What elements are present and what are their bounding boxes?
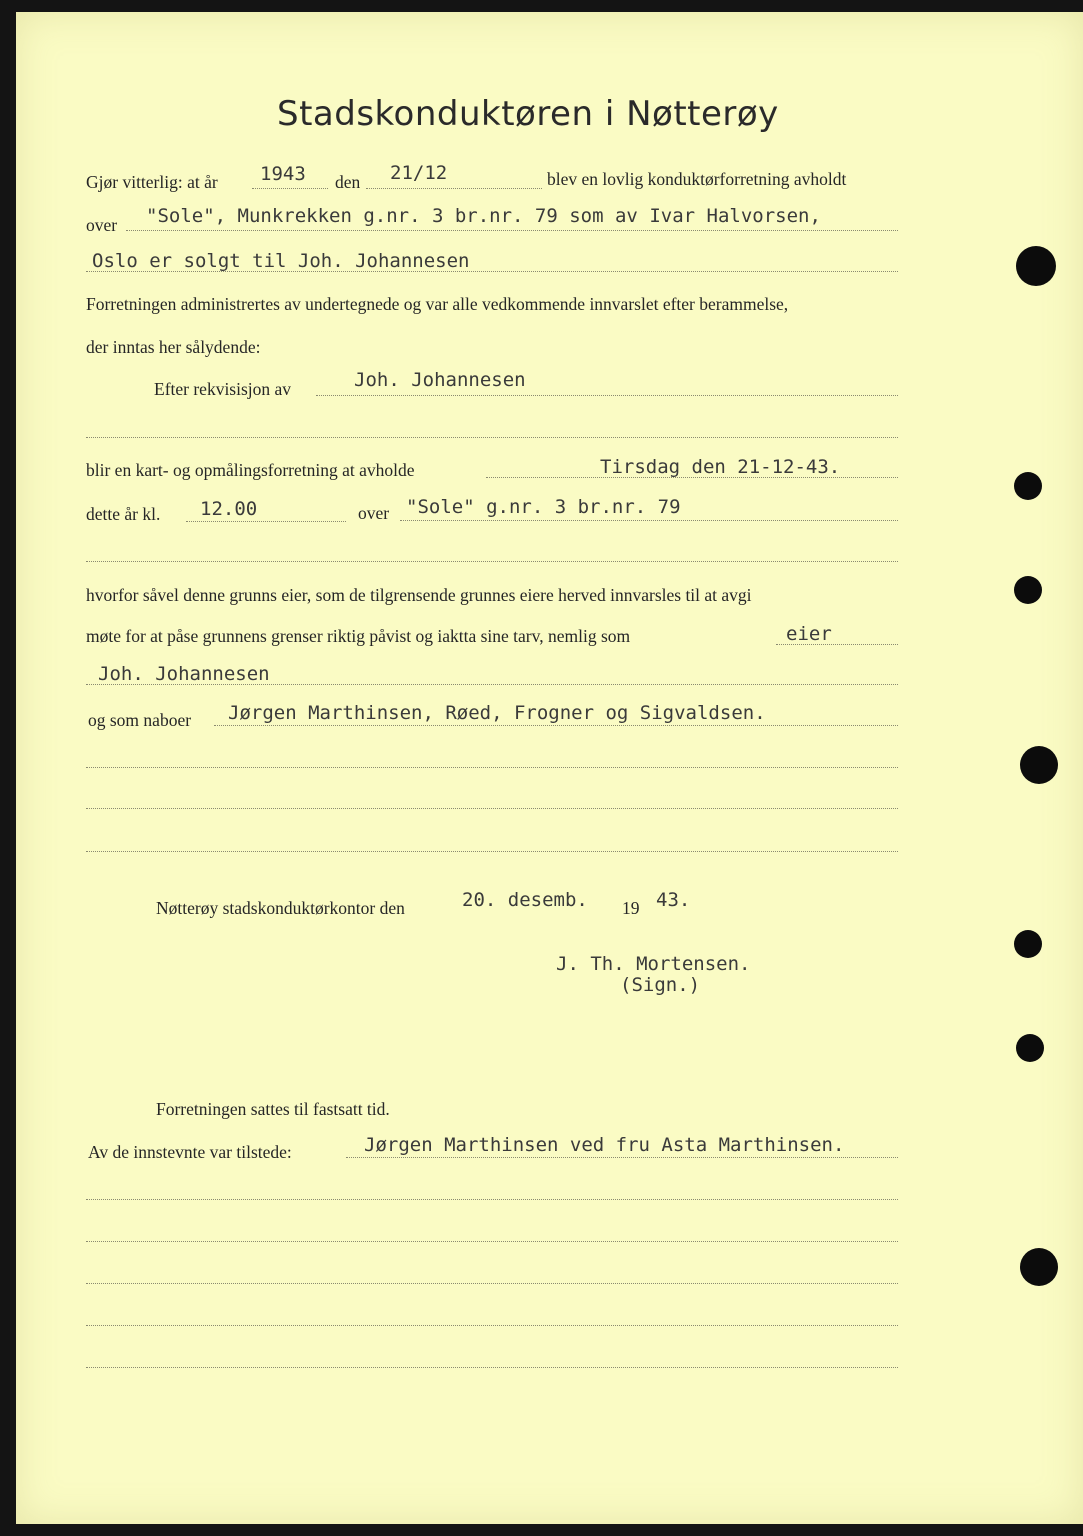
binder-hole [1014, 472, 1042, 500]
office-label: Nøtterøy stadskonduktørkontor den [156, 898, 405, 918]
para2-line2: møte for at påse grunnens grenser riktig påvist og iaktta sine tarv, nemlig som [86, 626, 631, 646]
date-value: 21/12 [390, 162, 448, 184]
line1-prefix: Gjør vitterlig: at år [86, 172, 218, 192]
blank-dotted-line-1 [86, 437, 898, 438]
signer-name: J. Th. Mortensen. [556, 953, 751, 975]
present-value: Jørgen Marthinsen ved fru Asta Marthinsen. [364, 1134, 845, 1156]
document-title: Stadskonduktøren i Nøtterøy [277, 94, 779, 134]
neighbors-dotted-line [214, 725, 898, 726]
blank-dotted-line-7 [86, 1241, 898, 1242]
para1-line1: Forretningen administrertes av undertegnede og var alle vedkommende innvarslet efter berammelse, [86, 294, 789, 314]
blank-dotted-line-8 [86, 1283, 898, 1284]
binder-hole [1016, 1034, 1044, 1062]
signoff-date-value: 20. desemb. [462, 889, 588, 911]
meeting-property-dotted-line [400, 520, 898, 521]
date-dotted-line [366, 188, 542, 189]
owner-name-dotted-line [86, 684, 898, 685]
blank-dotted-line-9 [86, 1325, 898, 1326]
binder-hole [1020, 746, 1058, 784]
time-value: 12.00 [200, 498, 258, 520]
meeting-day-value: Tirsdag den 21-12-43. [600, 456, 841, 478]
meeting-prefix: blir en kart- og opmålingsforretning at avholde [86, 460, 415, 480]
requisition-dotted-line [316, 395, 898, 396]
neighbors-label: og som naboer [88, 710, 192, 730]
line3-dotted-line [86, 271, 898, 272]
binder-hole [1014, 930, 1042, 958]
meeting-property-value: "Sole" g.nr. 3 br.nr. 79 [406, 496, 681, 518]
owner-role-value: eier [786, 623, 832, 645]
blank-dotted-line-5 [86, 851, 898, 852]
blank-dotted-line-6 [86, 1199, 898, 1200]
line1-den-label: den [335, 172, 361, 192]
para1-line2: der inntas her sålydende: [86, 337, 261, 357]
blank-dotted-line-3 [86, 767, 898, 768]
document-page [16, 12, 1083, 1524]
time-label: dette år kl. [86, 504, 161, 524]
line2-dotted-line [126, 230, 898, 231]
binder-hole [1014, 576, 1042, 604]
year-value: 1943 [260, 163, 306, 185]
blank-dotted-line-4 [86, 808, 898, 809]
year-dotted-line [252, 188, 328, 189]
signed-note: (Sign.) [620, 974, 701, 996]
binder-hole [1020, 1248, 1058, 1286]
signoff-century: 19 [622, 898, 640, 918]
present-label: Av de innstevnte var tilstede: [88, 1142, 292, 1162]
requisition-value: Joh. Johannesen [354, 369, 526, 391]
present-dotted-line [346, 1157, 898, 1158]
signoff-year-suffix: 43. [656, 889, 691, 911]
time-dotted-line [186, 521, 346, 522]
held-line1: Forretningen sattes til fastsatt tid. [156, 1099, 390, 1119]
blank-dotted-line-2 [86, 561, 898, 562]
sale-description: Oslo er solgt til Joh. Johannesen [92, 250, 470, 272]
meeting-over-label: over [358, 503, 390, 523]
owner-name-value: Joh. Johannesen [98, 663, 270, 685]
binder-hole [1016, 246, 1056, 286]
neighbors-value: Jørgen Marthinsen, Røed, Frogner og Sigvaldsen. [228, 702, 766, 724]
blank-dotted-line-10 [86, 1367, 898, 1368]
line1-suffix: blev en lovlig konduktørforretning avholdt [547, 169, 847, 189]
meeting-day-dotted-line [486, 477, 898, 478]
line2-over-label: over [86, 215, 118, 235]
para2-line1: hvorfor såvel denne grunns eier, som de tilgrensende grunnes eiere herved innvarsles til at avgi [86, 585, 752, 605]
owner-role-dotted-line [776, 644, 898, 645]
requisition-label: Efter rekvisisjon av [154, 379, 292, 399]
property-description: "Sole", Munkrekken g.nr. 3 br.nr. 79 som av Ivar Halvorsen, [146, 205, 821, 227]
